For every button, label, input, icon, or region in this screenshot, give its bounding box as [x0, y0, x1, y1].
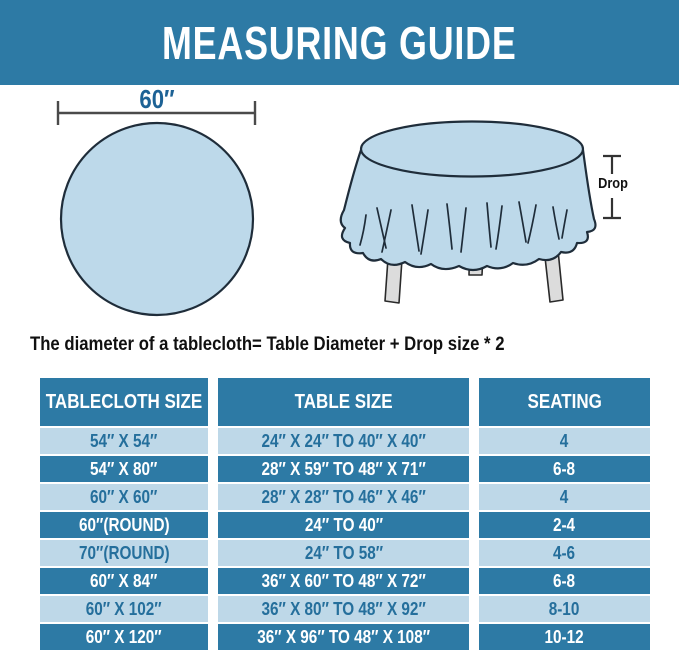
table-cell-tablecloth-size: 70″(ROUND) — [40, 540, 208, 566]
table-cell-tablecloth-size: 60″(ROUND) — [40, 512, 208, 538]
table-cell-table-size: 36″ X 80″ TO 48″ X 92″ — [218, 596, 469, 622]
column-header-seating: SEATING — [479, 378, 650, 426]
table-cell-tablecloth-size: 60″ X 60″ — [40, 484, 208, 510]
table-cell-seating: 10-12 — [479, 624, 650, 650]
table-cell-table-size: 24″ X 24″ TO 40″ X 40″ — [218, 428, 469, 454]
table-cell-tablecloth-size: 54″ X 80″ — [40, 456, 208, 482]
table-cell-seating: 6-8 — [479, 568, 650, 594]
table-cell-seating: 2-4 — [479, 512, 650, 538]
table-cell-seating: 6-8 — [479, 456, 650, 482]
table-cell-tablecloth-size: 60″ X 120″ — [40, 624, 208, 650]
tablecloth-diagram-svg — [0, 85, 679, 330]
column-header-table-size: TABLE SIZE — [218, 378, 469, 426]
table-cell-seating: 4-6 — [479, 540, 650, 566]
table-cell-table-size: 24″ TO 40″ — [218, 512, 469, 538]
table-cell-tablecloth-size: 54″ X 54″ — [40, 428, 208, 454]
table-cell-seating: 4 — [479, 428, 650, 454]
tablecloth-circle — [61, 123, 253, 315]
diameter-formula-text: The diameter of a tablecloth= Table Diameter + Drop size * 2 — [30, 334, 505, 355]
table-cell-tablecloth-size: 60″ X 84″ — [40, 568, 208, 594]
table-cell-tablecloth-size: 60″ X 102″ — [40, 596, 208, 622]
column-header-tablecloth-size: TABLECLOTH SIZE — [40, 378, 208, 426]
table-cell-table-size: 24″ TO 58″ — [218, 540, 469, 566]
drop-label: Drop — [598, 175, 628, 192]
page-title: MEASURING GUIDE — [162, 16, 517, 69]
table-cell-seating: 8-10 — [479, 596, 650, 622]
illustration-band — [0, 85, 679, 330]
size-table — [40, 378, 650, 650]
table-cell-table-size: 28″ X 59″ TO 48″ X 71″ — [218, 456, 469, 482]
header-banner — [0, 0, 679, 85]
table-cell-seating: 4 — [479, 484, 650, 510]
table-top — [361, 122, 583, 177]
table-cell-table-size: 36″ X 96″ TO 48″ X 108″ — [218, 624, 469, 650]
table-cell-table-size: 36″ X 60″ TO 48″ X 72″ — [218, 568, 469, 594]
diameter-label: 60″ — [139, 84, 175, 114]
table-cell-table-size: 28″ X 28″ TO 46″ X 46″ — [218, 484, 469, 510]
